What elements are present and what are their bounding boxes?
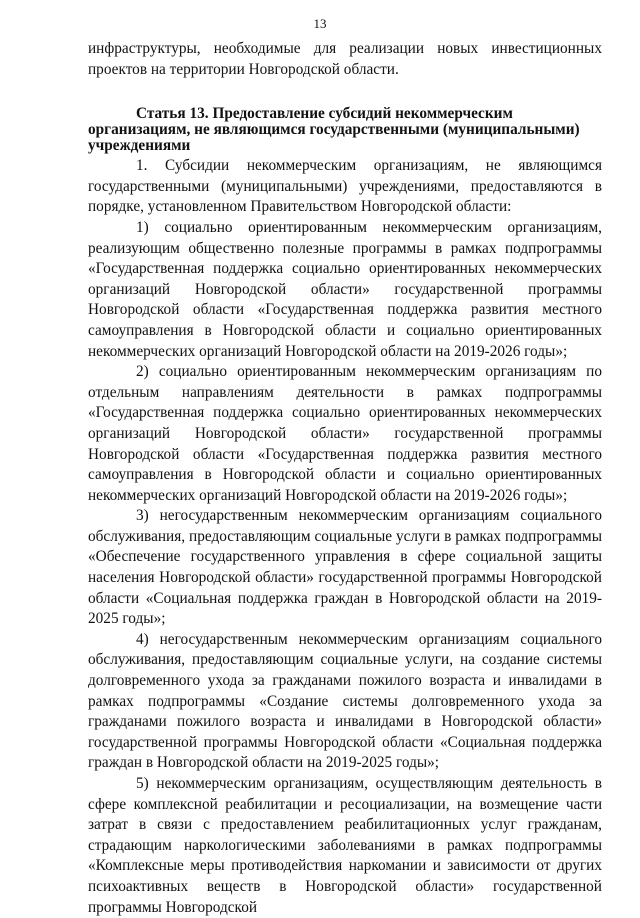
list-item-1: 1) социально ориентированным некоммерческим организациям, реализующим общественно полезные программы в рамках подпрограммы «Государственная поддержка социально ориентированных некоммерческих организаций Новгородской области» государственной программы Новгородской области «Государственная поддержка развития местного самоуправления в Новгородской области и социально ориентированных некоммерческих организаций Новгородской области на 2019-2026 годы»; <box>88 218 602 360</box>
intro-paragraph: инфраструктуры, необходимые для реализации новых инвестиционных проектов на территории Новгородской области. <box>88 40 602 78</box>
page-number: 13 <box>313 16 327 31</box>
article-heading <box>88 106 602 154</box>
list-item-2: 2) социально ориентированным некоммерческим организациям по отдельным направлениям деятельности в рамках подпрограммы «Государственная поддержка социально ориентированных некоммерческих организаций Новгородской области» государственной программы Новгородской области «Государственная поддержка развития местного самоуправления в Новгородской области и социально ориентированных некоммерческих организаций Новгородской области на 2019-2026 годы»; <box>88 363 602 504</box>
document-body <box>88 39 602 918</box>
list-item-4: 4) негосударственным некоммерческим организациям социального обслуживания, предоставляющим социальные услуги, на создание системы долговременного ухода за гражданами пожилого возраста и инвалидами в рамках подпрограммы «Создание системы долговременного ухода за гражданами пожилого возраста и инвалидами в Новгородской области» государственной программы Новгородской области «Социальная поддержка граждан в Новгородской области на 2019-2025 годы»; <box>88 630 602 772</box>
article-heading-text: Предоставление субсидий некоммерческим организациям, не являющимся государственными (муниципальными) учреждениями <box>88 105 580 155</box>
paragraph-1: 1. Субсидии некоммерческим организациям, не являющимся государственными (муниципальными) учреждениями, предоставляются в порядке, установленном Правительством Новгородской области: <box>88 157 602 216</box>
list-item-3: 3) негосударственным некоммерческим организациям социального обслуживания, предоставляющим социальные услуги в рамках подпрограммы «Обеспечение государственного управления в сфере социальной защиты населения Новгородской области» государственной программы Новгородской области «Социальная поддержка граждан в Новгородской области на 2019-2025 годы»; <box>88 507 602 628</box>
list-item-5: 5) некоммерческим организациям, осуществляющим деятельность в сфере комплексной реабилитации и ресоциализации, на возмещение части затрат в связи с предоставлением реабилитационных услуг гражданам, страдающим наркологическими заболеваниями в рамках подпрограммы «Комплексные меры противодействия наркомании и зависимости от других психоактивных веществ в Новгородской области» государственной программы Новгородской <box>88 775 602 916</box>
article-heading-label: Статья 13. <box>136 105 209 123</box>
